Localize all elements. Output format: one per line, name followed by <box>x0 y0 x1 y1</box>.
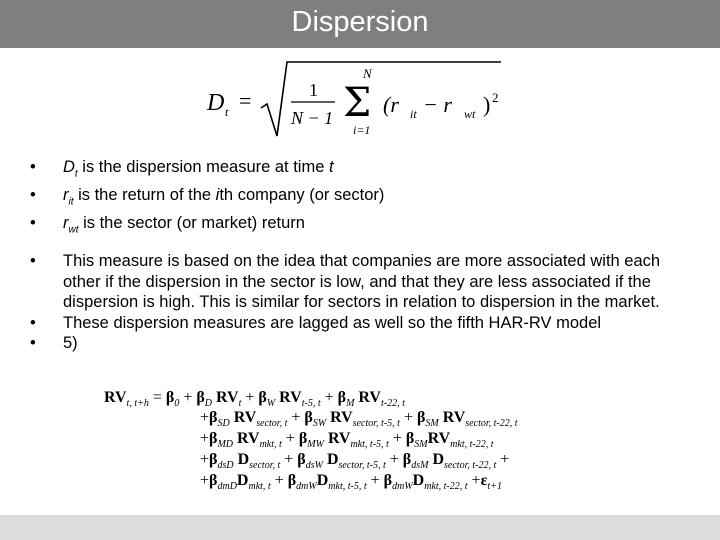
har-token: + <box>388 430 406 447</box>
har-token: D <box>412 472 425 489</box>
har-token: β <box>405 430 415 447</box>
title-bar <box>0 0 720 48</box>
har-token: + <box>496 451 510 468</box>
har-token: + <box>200 472 210 489</box>
har-token: dsD <box>217 460 234 472</box>
har-token: D <box>233 451 250 468</box>
har-token: mkt, t-5, t <box>350 439 389 451</box>
svg-text:it: it <box>410 107 417 121</box>
har-token: mkt, t-22, t <box>450 439 494 451</box>
har-token: W <box>266 398 276 410</box>
har-token: β <box>258 389 267 406</box>
har-token: D <box>428 451 445 468</box>
har-token: β <box>209 472 218 489</box>
har-token: t-22, t <box>380 398 405 410</box>
har-token: RV <box>326 409 353 426</box>
har-token: RV <box>323 430 351 447</box>
sum-lower-limit: i=1 <box>353 123 371 137</box>
har-token: RV <box>229 409 257 426</box>
har-token: + <box>270 472 288 489</box>
har-token: RV <box>212 389 239 406</box>
formula-lhs-sub: t <box>225 105 229 119</box>
har-line-4 <box>200 451 509 471</box>
har-token: + <box>241 389 259 406</box>
har-token: β <box>402 451 412 468</box>
har-token: β <box>297 451 306 468</box>
har-token: β <box>337 389 347 406</box>
notes-list <box>30 251 675 354</box>
har-token: + <box>366 472 384 489</box>
har-token: β <box>416 409 426 426</box>
har-token: D <box>316 472 329 489</box>
har-token: dmW <box>392 481 413 493</box>
har-token: MW <box>307 439 324 451</box>
har-token: SD <box>217 418 230 430</box>
har-token: sector, t-22, t <box>465 418 518 430</box>
har-token: + <box>200 451 210 468</box>
har-token: mkt, t <box>259 439 282 451</box>
har-token: + <box>280 451 298 468</box>
har-token: t <box>238 398 242 410</box>
har-token: RV <box>275 389 302 406</box>
har-token: β <box>209 451 218 468</box>
fraction-denominator: N − 1 <box>291 108 334 128</box>
har-token: sector, t-5, t <box>338 460 386 472</box>
formula-term: (r <box>383 92 399 117</box>
har-token: dmD <box>217 481 237 493</box>
note-item: • 5) <box>30 334 78 352</box>
har-token: SM <box>414 439 428 451</box>
har-token: + <box>179 389 197 406</box>
har-token: β <box>165 389 175 406</box>
har-token: sector, t <box>249 460 281 472</box>
har-token: + <box>200 430 210 447</box>
formula-power: 2 <box>492 90 499 105</box>
har-token: + <box>281 430 299 447</box>
sigma-icon: Σ <box>343 80 372 126</box>
har-token: mkt, t <box>248 481 271 493</box>
har-line-3 <box>200 430 494 450</box>
har-token: SM <box>425 418 439 430</box>
har-token: + <box>399 409 417 426</box>
formula-lhs: D <box>207 90 225 116</box>
sum-upper-limit: N <box>363 66 372 81</box>
har-token: β <box>287 472 297 489</box>
har-token: dmW <box>296 481 317 493</box>
har-token: 0 <box>174 398 180 410</box>
svg-text:− r: − r <box>423 92 452 117</box>
har-line-1 <box>104 389 405 409</box>
har-token: β <box>209 430 218 447</box>
har-token: β <box>209 409 218 426</box>
har-token: RV <box>427 430 451 447</box>
har-token: MD <box>217 439 234 451</box>
har-token: dsW <box>305 460 323 472</box>
definition-item: • $r_{it}$ is the return of the ith company (or sector) <box>30 185 385 208</box>
svg-text:wt: wt <box>464 107 476 121</box>
dispersion-formula <box>205 60 505 140</box>
har-token: = <box>148 389 166 406</box>
har-token: SW <box>312 418 327 430</box>
har-token: β <box>383 472 393 489</box>
har-line-5 <box>200 472 502 492</box>
har-token: + <box>200 409 210 426</box>
har-token: RV <box>233 430 260 447</box>
definition-item: • $r_{wt}$ is the sector (or market) return <box>30 213 305 235</box>
footer-bar <box>0 515 720 540</box>
har-token: D <box>204 398 213 410</box>
har-token: dsM <box>411 460 429 472</box>
har-token: β <box>304 409 313 426</box>
slide-title: Dispersion <box>291 6 429 38</box>
svg-text:): ) <box>483 92 491 117</box>
har-token: β <box>298 430 308 447</box>
har-token: t, t+h <box>126 398 149 410</box>
har-token: M <box>346 398 355 410</box>
har-line-2 <box>200 409 518 429</box>
har-token: RV <box>438 409 466 426</box>
har-token: D <box>322 451 339 468</box>
har-token: sector, t-22, t <box>444 460 497 472</box>
fraction-numerator: 1 <box>309 80 318 100</box>
note-item: • These dispersion measures are lagged as well so the fifth HAR-RV model <box>30 313 602 332</box>
har-token: sector, t-5, t <box>352 418 400 430</box>
note-item: • This measure is based on the idea that companies are more associated with each other if the dispersion in the sector is low, and that they are less associated if the dispersion is high. This is similar for sectors in relation to dispersion in the market. <box>30 252 661 311</box>
har-token: + <box>320 389 338 406</box>
svg-text:=: = <box>239 88 252 113</box>
definition-list <box>30 157 384 240</box>
har-token: t-5, t <box>301 398 321 410</box>
har-token: D <box>236 472 249 489</box>
har-token: β <box>196 389 205 406</box>
har-token: + <box>287 409 305 426</box>
har-token: sector, t <box>256 418 288 430</box>
har-token: + <box>467 472 481 489</box>
har-token: mkt, t-5, t <box>328 481 367 493</box>
har-token: ε <box>480 472 488 489</box>
definition-item: • $D_t$ is the dispersion measure at time t <box>30 158 334 180</box>
har-token: + <box>385 451 403 468</box>
har-token: RV <box>104 389 127 406</box>
har-token: RV <box>354 389 381 406</box>
har-token: t+1 <box>487 481 502 493</box>
har-token: mkt, t-22, t <box>424 481 468 493</box>
